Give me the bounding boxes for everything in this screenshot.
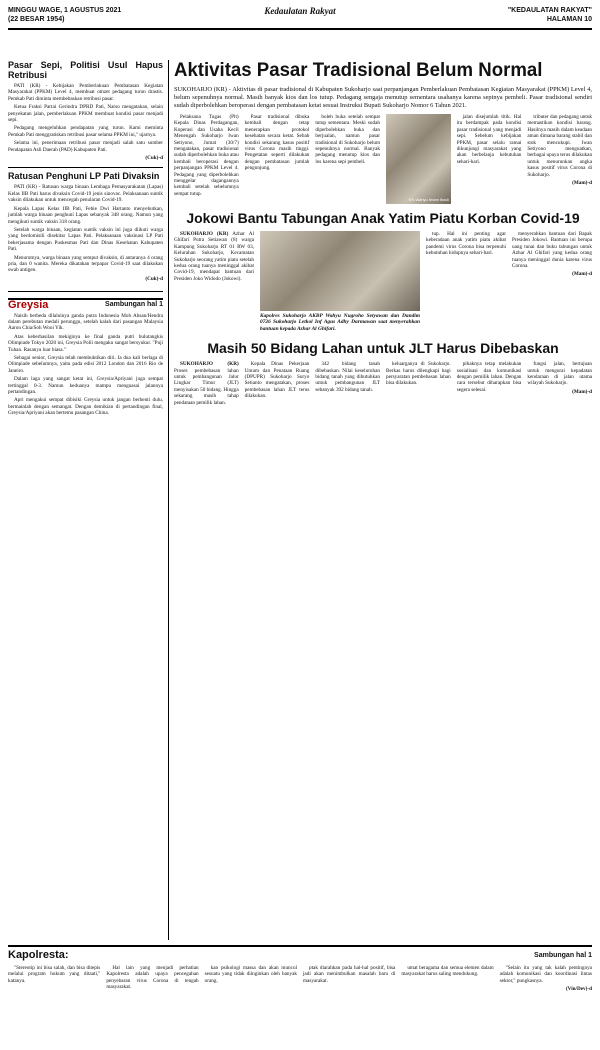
headline: Jokowi Bantu Tabungan Anak Yatim Piatu Korban Covid-19 (186, 210, 580, 226)
column-divider (168, 60, 169, 940)
masthead-right (508, 6, 592, 24)
paragraph: Selama ini, penerimaan retribusi pasar menjadi salah satu sumber Pendapatan Asli Daerah (PAD) Kabupaten Pati. (8, 140, 163, 153)
paper-name: "KEDAULATAN RAKYAT" (507, 7, 592, 14)
javanese-date: (22 BESAR 1954) (8, 16, 65, 23)
paragraph: Pedagang mengeluhkan pendapatan yang turun. Kami meminta Pemkab Pati menggratiskan retribusi pasar selama PPKM ini," ujarnya. (8, 125, 163, 138)
headline: Aktivitas Pasar Tradisional Belum Normal (174, 60, 543, 81)
article-source: (Mam)-d (572, 180, 593, 187)
paragraph: menyerahkan bantuan dari Bapak Presiden Jokowi. Bantuan ini berupa uang tunai dan buku tabungan untuk Azhar Al Ghifari yang kedua orang tuanya meninggal dunia karena virus Corona. (512, 231, 592, 270)
paragraph: Menurutnya, warga binaan yang semput divaksin, di antaranya 4 orang pria, dan 0 wanita. Mereka dikatakan terpapar Covid-19 saat dilakukan swab antigen. (8, 254, 163, 274)
photo-caption: Kapolres Sukoharjo AKBP Wahyu Nugroho Setyawan dan Dandim 0726 Sukoharjo Letkol Inf Agus Adhy Darmawan saat menyerahkan bantuan kepada Azhar Al Ghifari. (260, 313, 420, 332)
paragraph: "Stereotip ini bisa salah, dan bisa ditepis melalui program hukum yang ditaati," katanya. (8, 965, 101, 984)
paragraph: tributer dan pedagang untuk memastikan kondisi barang. Hasilnya masih dalam keadaan aman dimana barang stabil dan stok mencukupi. Iwan Setiyono menguatkan, berbagai upaya terus dilakukan untuk menurunkan angka kasus positif virus Corona di Sukoharjo. (527, 114, 593, 178)
article-columns (174, 231, 592, 334)
page-number: HALAMAN 10 (546, 16, 592, 23)
paragraph: Setelah warga binaan, kegiatan suntik vaksin ini juga diikuti warga yang berdomisili disekitar Lapas Pati. Pelaksanaan vaksinasi LP Pati bekerjasama dengan Puskesmas Pati dan Dinas Kesehatan Kabupaten Pati. (8, 226, 163, 253)
article-source: (Mam)-d (572, 271, 592, 278)
article-author: SUKOHARJO (KR) (180, 231, 229, 237)
section-name: Greysia (8, 299, 49, 312)
paragraph: PATI (KR) - Ratusan warga binaan Lembaga Pemasyarakatan (Lapas) Kelas IIB Pati harus divaksin Covid-19 jenis sinovac. Pelaksanaan suntik vaksin dilakukan untuk mencegah penularan Covid-19. (8, 184, 163, 204)
paragraph: Apri mengakui sempat dibisiki Greysia untuk jangan berhenti dulu, bermainlah dengan semangat. Dengan demikian di pertandingan final, Greysia/Apriyani akan bertemu pasangan China. (8, 397, 163, 417)
paragraph: 342 bidang tanah dibebaskan. Nilai keseluruhan bidang tanah yang dibutuhkan untuk pembangunan JLT sebanyak 392 bidang tanah. (315, 361, 381, 393)
left-column (8, 60, 163, 419)
paragraph: boleh buka setelah sempat tutup sementara. Meski sudah diperbolehkan buka dan berjualan, namun pasar tradisional di Sukoharjo belum sepenuhnya normal. Banyak pedagang menutup kios dan los karena sepi pembeli. (315, 114, 381, 165)
paragraph: kan psikologi massa dan akan muncul sesuatu yang tidak diinginkan oleh banyak orang. (204, 965, 297, 984)
masthead (8, 4, 592, 44)
paragraph: Proses pembebasan lahan untuk pembangunan Jalur Lingkar Timur (JLT) menyisakan 50 bidang. Hingga sekarang masih tahap pendataan pemilik lahan. (174, 367, 239, 406)
section-name: Kapolresta: (8, 949, 69, 961)
paragraph: Dalam laga yang sangat ketat ini, Greysia/Apriyani juga sempat tertinggal 0-3. Namun keduanya mampu menguasai jalannya pertandingan. (8, 376, 163, 396)
article-columns (174, 114, 592, 204)
article-author: SUKOHARJO (KR) (180, 361, 239, 368)
masthead-logo: Kedaulatan Rakyat (264, 6, 336, 16)
market-photo (386, 114, 451, 204)
paragraph: ptak diarahkan pada hal-hal positif, bisa jadi akan menimbulkan masalah baru di masyarakat. (302, 965, 396, 984)
paragraph: Hal lain yang menjadi perhatian Kapolresta adalah upaya pencegahan penyebaran virus Corona di tengah masyarakat. (106, 965, 199, 991)
paragraph: "Selain itu yang tak kalah pentingnya adalah komunikasi dan koordinasi lintas sektor," pungkasnya. (499, 965, 592, 984)
paragraph: Ketua Fraksi Partai Gerindra DPRD Pati, Narso mengatakan, selain penyekatan jalan, pemberlakuan PPKM membuat kondisi pasar menjadi sepi. (8, 104, 163, 124)
boxed-article (8, 167, 163, 292)
section-bar (8, 945, 592, 961)
paragraph: jalan disejumlah titik. Hal itu berdampak pada kondisi pasar tradisional yang menjadi sepi. Sebelum kebijakan PPKM, pasar selalu ramai dikunjungi masyarakat yang akan berbelanja kebutuhan sehari-hari. (456, 114, 522, 165)
article-title: Pasar Sepi, Politisi Usul Hapus Retribusi (8, 60, 163, 80)
paragraph: umat beragama dan semua elemen dalam masyarakat harus saling mendukung. (401, 965, 494, 978)
lead-paragraph: SUKOHARJO (KR) - Aktivitas di pasar tradisional di Kabupaten Sukoharjo saat perpanjangan Pemberlakuan Pembatasan Kegiatan Masyarakat (PPKM) Level 4, belum sepenuhnya normal. Masih banyak kios dan los tutup. Pedagang sengaja menutup sementara usahanya karena sepinya pembeli. Pasar tradisional sendiri sudah diperbolehkan beroperasi dengan pembatasan ketat sesuai Instruksi Bupati Sukoharjo Nomor 6 Tahun 2021. (174, 86, 592, 109)
bottom-strip (8, 945, 592, 993)
article-source: (Cuk)-d (145, 275, 163, 282)
section-tag: Sambungan hal 1 (105, 301, 163, 309)
headline: Masih 50 Bidang Lahan untuk JLT Harus Dibebaskan (207, 340, 559, 357)
section-bar (8, 298, 163, 312)
paragraph: Sebagai senior, Greysia telah membuktikan diri. Ia dua kali berlaga di Olimpiade sebelumnya, yaitu pada edisi 2012 London dan 2016 Rio de Janeiro. (8, 355, 163, 374)
paragraph: pihaknya tetap melakukan sosialisasi dan komunikasi dengan pemilik lahan. Dengan cara tersebut diharapkan bisa segera selesai. (456, 361, 522, 393)
date-line: MINGGU WAGE, 1 AGUSTUS 2021 (8, 7, 122, 14)
main-area (174, 60, 592, 408)
paragraph: Atas keberhasilan mekiginya ke final ganda putri bulutangkis Olimpiade Tokyo 2020 ini, Greysia Polii mengaku sangat bersyukur. "Puji Tuhan. Rasanya luar biasa." (8, 333, 163, 353)
paragraph: Pelaksana Tugas (Plt) Kepala Dinas Perdagangan, Koperasi dan Usaha Kecil Menengah Sukoharjo Iwan Setiyono, Jumat (30/7) mengatakan, pasar tradisional sudah diperbolehkan buka atau kembali beroperasi dengan perpanjangan PPKM Level 4. Pedagang yang diperbolehkan menggelar dagangannya kembali setelah sebelumnya sempat tutup. (174, 114, 239, 197)
paragraph: Azhar Al Ghifari Putra Setiawan (8) warga Kampung Sukoharjo RT 01 RW 03, Kelurahan Sukoharjo, Kecamatan Sukoharjo seorang yatim piatu setelah kedua orang tuanya meninggal akibat Covid-19, mendapat bantuan dari Presiden Joko Widodo (Jokowi). (174, 231, 254, 282)
article-source: (Mam)-d (572, 388, 593, 395)
bottom-columns (8, 965, 592, 993)
article-source: (Vin/Dev)-d (565, 986, 592, 993)
section-tag: Sambungan hal 1 (534, 951, 592, 959)
paragraph: fungsi jalan, bertujuan untuk mengurai kepadatan kendaraan di jalan utama wilayah Sukoharjo. (527, 361, 593, 387)
article-title: Ratusan Penghuni LP Pati Divaksin (8, 171, 160, 182)
photo-credit: KR-Wahyu Imam Ibadi (408, 196, 449, 202)
paragraph: Kepala Dinas Pekerjaan Umum dan Penataan Ruang (DPUPR) Sukoharjo Suryo Setianto mengatakan, proses pembebasan lahan JLT terus dilakukan. (244, 361, 310, 400)
article-columns (174, 361, 592, 408)
paragraph: tup. Hal ini penting agar keberadaan anak yatim piatu akibat pandemi virus Corona bisa terpenuhi kebutuhan hidupnya sehari-hari. (426, 231, 506, 257)
paragraph: Kepala Lapas Kelas IIB Pati, Febie Dwi Hartanto menyebutkan, jumlah warga binaan penghuni Lapas sebanyak 348 orang. Namun yang mengikuti suntik vaksin 318 orang. (8, 205, 163, 225)
paragraph: Pasar tradisional dibuka kembali dengan tetap menerapkan protokol kesehatan secara ketat. Sebab kondisi sekarang kasus positif virus Corona masih tinggi. Pengetatan seperti dilakukan dengan pembatasan jumlah pengunjung. (244, 114, 310, 172)
paragraph: PATI (KR) - Kebijakan Pemberlakuan Pembatasan Kegiatan Masyarakat (PPKM) Level 4, membuat omzet pedagang turun drastis. Pemkab Pati diminta membebaskan retribusi pasar. (8, 83, 163, 102)
donation-photo (260, 231, 420, 311)
paragraph: keluarganya di Sukoharjo. Berkas harus dilengkapi bagi persyaratan pembebasan lahan bisa dilakukan. (386, 361, 451, 387)
paragraph: Naisih berbeda dilaluinya ganda putra Indonesia Moh Ahsan/Hendra dalam perebutan medali perunggu, setelah kalah dari pasangan Malaysia Aaron Chia/Soh Wooi Yik. (8, 312, 163, 332)
article-source: (Cuk)-d (145, 155, 163, 162)
masthead-date (8, 6, 121, 24)
masthead-rule (8, 28, 592, 30)
